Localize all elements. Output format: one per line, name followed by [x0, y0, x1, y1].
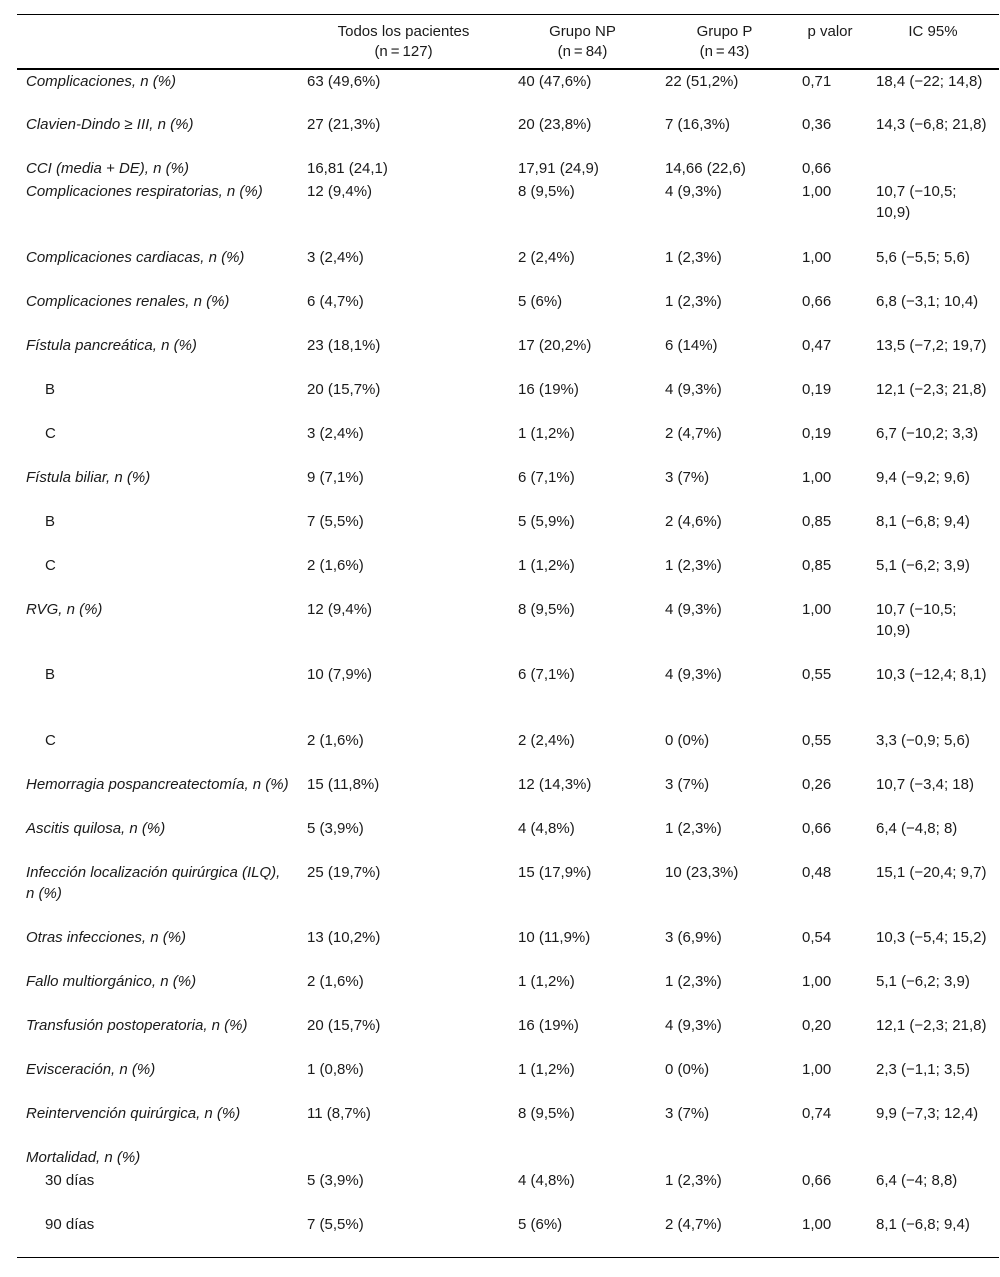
- cell-all-patients: 7 (5,5%): [307, 1216, 364, 1233]
- cell-ci95: 10,3 (−12,4; 8,1): [876, 666, 987, 683]
- cell-all-patients: 2 (1,6%): [307, 973, 364, 990]
- cell-group-p: 7 (16,3%): [665, 116, 731, 133]
- table-row: [17, 113, 999, 157]
- table-body: [17, 69, 999, 1257]
- cell-p-value: 0,19: [802, 381, 832, 398]
- cell-all-patients: 23 (18,1%): [307, 337, 381, 354]
- cell-all-patients: 2 (1,6%): [307, 557, 364, 574]
- table-row: [17, 157, 999, 180]
- row-label: B: [45, 381, 56, 398]
- row-label: Infección localización quirúrgica (ILQ), n (%): [26, 864, 281, 902]
- cell-p-value: 0,36: [802, 116, 832, 133]
- cell-ci95: 10,7 (−10,5; 10,9): [876, 183, 957, 221]
- cell-p-value: 0,20: [802, 1017, 832, 1034]
- cell-all-patients: 5 (3,9%): [307, 820, 364, 837]
- cell-ci95: [867, 1146, 999, 1169]
- table-row: [17, 334, 999, 378]
- cell-p-value: 1,00: [802, 469, 832, 486]
- row-label: RVG, n (%): [26, 601, 103, 618]
- header-row: [17, 15, 999, 70]
- cell-all-patients: 20 (15,7%): [307, 381, 381, 398]
- row-label: C: [45, 732, 56, 749]
- cell-group-np: 6 (7,1%): [518, 666, 575, 683]
- cell-group-p: 1 (2,3%): [665, 1172, 722, 1189]
- cell-group-p: 1 (2,3%): [665, 820, 722, 837]
- cell-group-p: 3 (7%): [665, 1105, 710, 1122]
- cell-group-p: 1 (2,3%): [665, 293, 722, 310]
- table-header: [17, 15, 999, 70]
- cell-p-value: 0,54: [802, 929, 832, 946]
- cell-p-value: 0,85: [802, 557, 832, 574]
- cell-group-np: 16 (19%): [518, 381, 579, 398]
- cell-all-patients: 13 (10,2%): [307, 929, 381, 946]
- cell-all-patients: 10 (7,9%): [307, 666, 373, 683]
- cell-group-p: 4 (9,3%): [665, 601, 722, 618]
- cell-all-patients: 3 (2,4%): [307, 249, 364, 266]
- cell-group-np: 4 (4,8%): [518, 820, 575, 837]
- cell-ci95: 2,3 (−1,1; 3,5): [876, 1061, 970, 1078]
- cell-p-value: 0,85: [802, 513, 832, 530]
- cell-ci95: 10,3 (−5,4; 15,2): [876, 929, 987, 946]
- header-group-p: [656, 15, 793, 70]
- table-row: [17, 663, 999, 729]
- table-row: [17, 861, 999, 926]
- cell-ci95: 10,7 (−10,5; 10,9): [876, 601, 957, 639]
- row-label: Fístula pancreática, n (%): [26, 337, 197, 354]
- table-row: [17, 378, 999, 422]
- cell-ci95: 5,6 (−5,5; 5,6): [876, 249, 970, 266]
- cell-group-p: 1 (2,3%): [665, 249, 722, 266]
- row-label: C: [45, 557, 56, 574]
- cell-group-p: 3 (6,9%): [665, 929, 722, 946]
- cell-group-np: 8 (9,5%): [518, 601, 575, 618]
- row-label: Mortalidad, n (%): [26, 1149, 141, 1166]
- table-row: [17, 926, 999, 970]
- cell-ci95: 14,3 (−6,8; 21,8): [876, 116, 987, 133]
- cell-ci95: 5,1 (−6,2; 3,9): [876, 557, 970, 574]
- row-label: Fístula biliar, n (%): [26, 469, 151, 486]
- row-label: Hemorragia pospancreatectomía, n (%): [26, 776, 289, 793]
- row-label: Complicaciones, n (%): [26, 73, 177, 90]
- cell-group-np: 1 (1,2%): [518, 425, 575, 442]
- row-label: Evisceración, n (%): [26, 1061, 156, 1078]
- header-all-patients: [298, 15, 509, 70]
- header-np-title: Grupo NP: [549, 23, 616, 40]
- cell-all-patients: 25 (19,7%): [307, 864, 381, 881]
- cell-p-value: 1,00: [802, 183, 832, 200]
- table-row: [17, 1058, 999, 1102]
- cell-all-patients: 63 (49,6%): [307, 73, 381, 90]
- cell-ci95: 6,4 (−4; 8,8): [876, 1172, 958, 1189]
- table-row: [17, 1102, 999, 1146]
- cell-group-np: 12 (14,3%): [518, 776, 592, 793]
- complications-table: [17, 14, 999, 1258]
- cell-group-p: 1 (2,3%): [665, 973, 722, 990]
- header-all-title: Todos los pacientes: [337, 23, 470, 40]
- cell-group-np: 1 (1,2%): [518, 557, 575, 574]
- cell-ci95: 6,4 (−4,8; 8): [876, 820, 958, 837]
- table-row: [17, 510, 999, 554]
- cell-p-value: 0,47: [802, 337, 832, 354]
- cell-p-value: 0,26: [802, 776, 832, 793]
- cell-group-p: 0 (0%): [665, 1061, 710, 1078]
- cell-group-np: 5 (6%): [518, 293, 563, 310]
- row-label: Complicaciones respiratorias, n (%): [26, 183, 263, 200]
- cell-p-value: 1,00: [802, 249, 832, 266]
- cell-group-np: 6 (7,1%): [518, 469, 575, 486]
- cell-ci95: 18,4 (−22; 14,8): [876, 73, 983, 90]
- cell-all-patients: 2 (1,6%): [307, 732, 364, 749]
- cell-p-value: 0,66: [802, 820, 832, 837]
- cell-p-value: 1,00: [802, 601, 832, 618]
- cell-group-p: 4 (9,3%): [665, 666, 722, 683]
- table-row: [17, 290, 999, 334]
- results-table-container: [17, 14, 999, 1258]
- cell-all-patients: 1 (0,8%): [307, 1061, 364, 1078]
- row-label: Reintervención quirúrgica, n (%): [26, 1105, 241, 1122]
- cell-group-p: 2 (4,7%): [665, 425, 722, 442]
- cell-p-value: [793, 1146, 867, 1169]
- table-row: [17, 422, 999, 466]
- cell-p-value: 1,00: [802, 1216, 832, 1233]
- cell-group-np: 2 (2,4%): [518, 249, 575, 266]
- cell-p-value: 0,74: [802, 1105, 832, 1122]
- cell-all-patients: [298, 1146, 509, 1169]
- cell-all-patients: 15 (11,8%): [307, 776, 380, 793]
- cell-all-patients: 12 (9,4%): [307, 601, 373, 618]
- table-row: [17, 598, 999, 663]
- cell-ci95: 8,1 (−6,8; 9,4): [876, 1216, 970, 1233]
- cell-ci95: 6,8 (−3,1; 10,4): [876, 293, 979, 310]
- cell-p-value: 0,48: [802, 864, 832, 881]
- cell-ci95: 8,1 (−6,8; 9,4): [876, 513, 970, 530]
- row-label: Fallo multiorgánico, n (%): [26, 973, 197, 990]
- row-label: 30 días: [45, 1172, 95, 1189]
- row-label: 90 días: [45, 1216, 95, 1233]
- cell-ci95: 15,1 (−20,4; 9,7): [876, 864, 987, 881]
- cell-group-p: 1 (2,3%): [665, 557, 722, 574]
- cell-group-p: 3 (7%): [665, 776, 710, 793]
- cell-ci95: 9,9 (−7,3; 12,4): [876, 1105, 979, 1122]
- header-np-n: (n = 84): [557, 43, 608, 60]
- cell-all-patients: 6 (4,7%): [307, 293, 364, 310]
- header-p-title: Grupo P: [696, 23, 753, 40]
- header-p-value: p valor: [807, 23, 853, 40]
- header-all-n: (n = 127): [374, 43, 433, 60]
- cell-group-np: 10 (11,9%): [518, 929, 591, 946]
- row-label: Transfusión postoperatoria, n (%): [26, 1017, 248, 1034]
- table-row: [17, 1169, 999, 1213]
- cell-p-value: 0,66: [802, 293, 832, 310]
- cell-p-value: 0,71: [802, 73, 832, 90]
- cell-all-patients: 12 (9,4%): [307, 183, 373, 200]
- cell-ci95: 12,1 (−2,3; 21,8): [876, 381, 987, 398]
- header-variable: [17, 15, 298, 70]
- cell-group-np: 8 (9,5%): [518, 183, 575, 200]
- cell-group-p: [656, 1146, 793, 1169]
- table-row: [17, 466, 999, 510]
- header-group-np: [509, 15, 656, 70]
- cell-p-value: 0,66: [802, 160, 832, 177]
- cell-group-np: 15 (17,9%): [518, 864, 592, 881]
- cell-ci95: 13,5 (−7,2; 19,7): [876, 337, 987, 354]
- cell-all-patients: 20 (15,7%): [307, 1017, 381, 1034]
- cell-group-np: 16 (19%): [518, 1017, 579, 1034]
- cell-ci95: 12,1 (−2,3; 21,8): [876, 1017, 987, 1034]
- cell-group-np: 5 (5,9%): [518, 513, 575, 530]
- cell-group-np: 1 (1,2%): [518, 973, 575, 990]
- cell-group-np: 1 (1,2%): [518, 1061, 575, 1078]
- row-label: Ascitis quilosa, n (%): [26, 820, 166, 837]
- cell-group-np: 40 (47,6%): [518, 73, 592, 90]
- cell-group-np: 8 (9,5%): [518, 1105, 575, 1122]
- cell-p-value: 0,55: [802, 666, 832, 683]
- cell-ci95: 5,1 (−6,2; 3,9): [876, 973, 970, 990]
- cell-group-p: 4 (9,3%): [665, 381, 722, 398]
- table-row: [17, 773, 999, 817]
- table-row: [17, 180, 999, 246]
- table-row: [17, 246, 999, 290]
- cell-group-np: [509, 1146, 656, 1169]
- row-label: Complicaciones cardiacas, n (%): [26, 249, 245, 266]
- cell-group-p: 6 (14%): [665, 337, 718, 354]
- cell-p-value: 0,55: [802, 732, 832, 749]
- cell-group-p: 10 (23,3%): [665, 864, 739, 881]
- cell-group-np: 4 (4,8%): [518, 1172, 575, 1189]
- cell-group-p: 2 (4,6%): [665, 513, 722, 530]
- cell-p-value: 0,19: [802, 425, 832, 442]
- cell-all-patients: 3 (2,4%): [307, 425, 364, 442]
- table-row: [17, 729, 999, 773]
- cell-group-p: 3 (7%): [665, 469, 710, 486]
- table-row: [17, 1146, 999, 1169]
- table-row: [17, 817, 999, 861]
- cell-all-patients: 7 (5,5%): [307, 513, 364, 530]
- row-label: B: [45, 666, 56, 683]
- cell-group-np: 2 (2,4%): [518, 732, 575, 749]
- row-label: B: [45, 513, 56, 530]
- cell-ci95: 9,4 (−9,2; 9,6): [876, 469, 970, 486]
- cell-group-p: 4 (9,3%): [665, 183, 722, 200]
- cell-ci95: 3,3 (−0,9; 5,6): [876, 732, 970, 749]
- row-label: Clavien-Dindo ≥ III, n (%): [26, 116, 194, 133]
- table-row: [17, 970, 999, 1014]
- cell-ci95: [867, 157, 999, 180]
- cell-group-np: 17,91 (24,9): [518, 160, 599, 177]
- cell-all-patients: 27 (21,3%): [307, 116, 381, 133]
- cell-group-p: 2 (4,7%): [665, 1216, 722, 1233]
- table-row: [17, 69, 999, 113]
- header-ci95: IC 95%: [908, 23, 958, 40]
- cell-all-patients: 9 (7,1%): [307, 469, 364, 486]
- cell-all-patients: 5 (3,9%): [307, 1172, 364, 1189]
- cell-p-value: 0,66: [802, 1172, 832, 1189]
- row-label: C: [45, 425, 56, 442]
- table-row: [17, 1213, 999, 1257]
- cell-p-value: 1,00: [802, 973, 832, 990]
- cell-ci95: 10,7 (−3,4; 18): [876, 776, 974, 793]
- table-row: [17, 554, 999, 598]
- cell-group-p: 22 (51,2%): [665, 73, 739, 90]
- cell-all-patients: 16,81 (24,1): [307, 160, 388, 177]
- cell-group-p: 14,66 (22,6): [665, 160, 746, 177]
- cell-all-patients: 11 (8,7%): [307, 1105, 371, 1122]
- row-label: Complicaciones renales, n (%): [26, 293, 230, 310]
- table-row: [17, 1014, 999, 1058]
- cell-group-np: 20 (23,8%): [518, 116, 592, 133]
- cell-group-p: 0 (0%): [665, 732, 710, 749]
- cell-group-np: 17 (20,2%): [518, 337, 592, 354]
- cell-p-value: 1,00: [802, 1061, 832, 1078]
- cell-ci95: 6,7 (−10,2; 3,3): [876, 425, 979, 442]
- cell-group-p: 4 (9,3%): [665, 1017, 722, 1034]
- cell-group-np: 5 (6%): [518, 1216, 563, 1233]
- row-label: CCI (media + DE), n (%): [26, 160, 189, 177]
- header-p-n: (n = 43): [699, 43, 750, 60]
- row-label: Otras infecciones, n (%): [26, 929, 187, 946]
